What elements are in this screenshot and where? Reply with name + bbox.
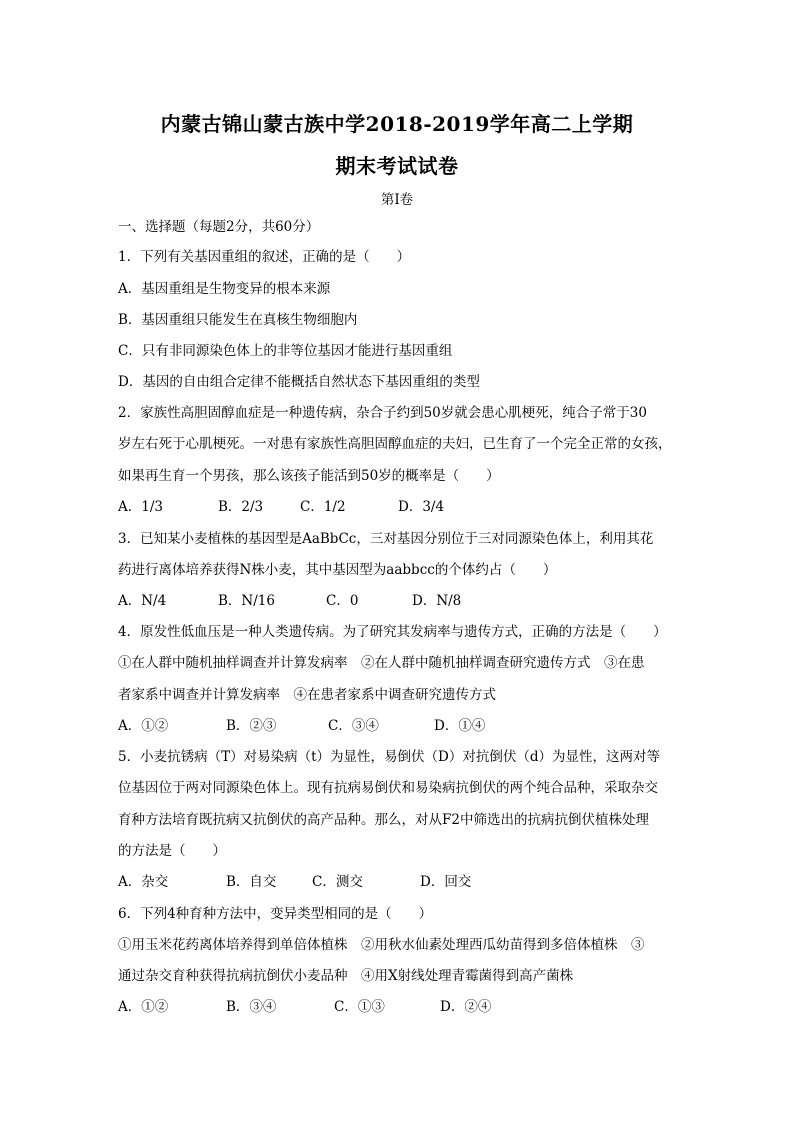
question-3-option-a: A．N/4 xyxy=(118,593,167,609)
question-1-option-c: C．只有非同源染色体上的非等位基因才能进行基因重组 xyxy=(118,343,453,359)
question-2-option-b: B．2/3 xyxy=(218,499,264,515)
question-1-option-a: A．基因重组是生物变异的根本来源 xyxy=(118,281,331,297)
question-5-stem-line1: 5．小麦抗锈病（T）对易染病（t）为显性，易倒伏（D）对抗倒伏（d）为显性，这两对等 xyxy=(118,749,660,765)
question-6-option-a: A．①② xyxy=(118,999,169,1015)
question-1-stem: 1．下列有关基因重组的叙述，正确的是（ ） xyxy=(118,249,411,265)
question-4-stem-line1: 4．原发性低血压是一种人类遗传病。为了研究其发病率与遗传方式，正确的方法是（ ） xyxy=(118,624,667,640)
question-2-option-c: C．1/2 xyxy=(300,499,346,515)
question-5-option-a: A．杂交 xyxy=(118,874,169,890)
question-3-stem-line2: 药进行离体培养获得N株小麦，其中基因型为aabbcc的个体约占（ ） xyxy=(118,562,557,578)
exam-title-line1: 内蒙古锦山蒙古族中学2018-2019学年高二上学期 xyxy=(160,112,634,136)
question-4-option-c: C．③④ xyxy=(328,718,379,734)
question-4-stem-line3: 者家系中调查并计算发病率 ④在患者家系中调查研究遗传方式 xyxy=(118,687,496,703)
exam-title-line2: 期末考试试卷 xyxy=(335,154,459,178)
question-6-stem-line2: ①用玉米花药离体培养得到单倍体植株 ②用秋水仙素处理西瓜幼苗得到多倍体植株 ③ xyxy=(118,937,645,953)
question-2-option-d: D．3/4 xyxy=(398,499,445,515)
question-2-stem-line1: 2．家族性高胆固醇血症是一种遗传病，杂合子约到50岁就会患心肌梗死，纯合子常于30 xyxy=(118,405,647,421)
section-heading: 一、选择题（每题2分，共60分） xyxy=(118,219,320,235)
question-3-option-c: C．0 xyxy=(326,593,359,609)
question-5-stem-line4: 的方法是（ ） xyxy=(118,843,226,859)
question-2-stem-line3: 如果再生育一个男孩，那么该孩子能活到50岁的概率是（ ） xyxy=(118,468,500,484)
question-3-option-d: D．N/8 xyxy=(412,593,462,609)
question-6-option-b: B．③④ xyxy=(226,999,277,1015)
question-6-option-c: C．①③ xyxy=(334,999,385,1015)
question-4-stem-line2: ①在人群中随机抽样调查并计算发病率 ②在人群中随机抽样调查研究遗传方式 ③在患 xyxy=(118,655,645,671)
question-3-option-b: B．N/16 xyxy=(218,593,275,609)
question-5-stem-line3: 育种方法培育既抗病又抗倒伏的高产品种。那么，对从F2中筛选出的抗病抗倒伏植株处理 xyxy=(118,812,649,828)
question-6-stem-line1: 6．下列4种育种方法中，变异类型相同的是（ ） xyxy=(118,906,433,922)
question-1-option-d: D．基因的自由组合定律不能概括自然状态下基因重组的类型 xyxy=(118,374,480,390)
question-3-stem-line1: 3．已知某小麦植株的基因型是AaBbCc，三对基因分别位于三对同源染色体上，利用其花 xyxy=(118,531,654,547)
question-2-option-a: A．1/3 xyxy=(118,499,163,515)
question-2-stem-line2: 岁左右死于心肌梗死。一对患有家族性高胆固醇血症的夫妇，已生育了一个完全正常的女孩， xyxy=(118,436,672,452)
question-4-option-a: A．①② xyxy=(118,718,169,734)
question-4-option-b: B．②③ xyxy=(226,718,277,734)
question-6-stem-line3: 通过杂交育种获得抗病抗倒伏小麦品种 ④用X射线处理青霉菌得到高产菌株 xyxy=(118,968,574,984)
volume-label: 第Ⅰ卷 xyxy=(380,192,414,208)
question-5-option-d: D．回交 xyxy=(420,874,472,890)
question-5-option-c: C．测交 xyxy=(312,874,363,890)
question-5-stem-line2: 位基因位于两对同源染色体上。现有抗病易倒伏和易染病抗倒伏的两个纯合品种，采取杂交 xyxy=(118,780,658,796)
question-4-option-d: D．①④ xyxy=(434,718,486,734)
question-5-option-b: B．自交 xyxy=(226,874,277,890)
question-6-option-d: D．②④ xyxy=(440,999,492,1015)
question-1-option-b: B．基因重组只能发生在真核生物细胞内 xyxy=(118,312,358,328)
